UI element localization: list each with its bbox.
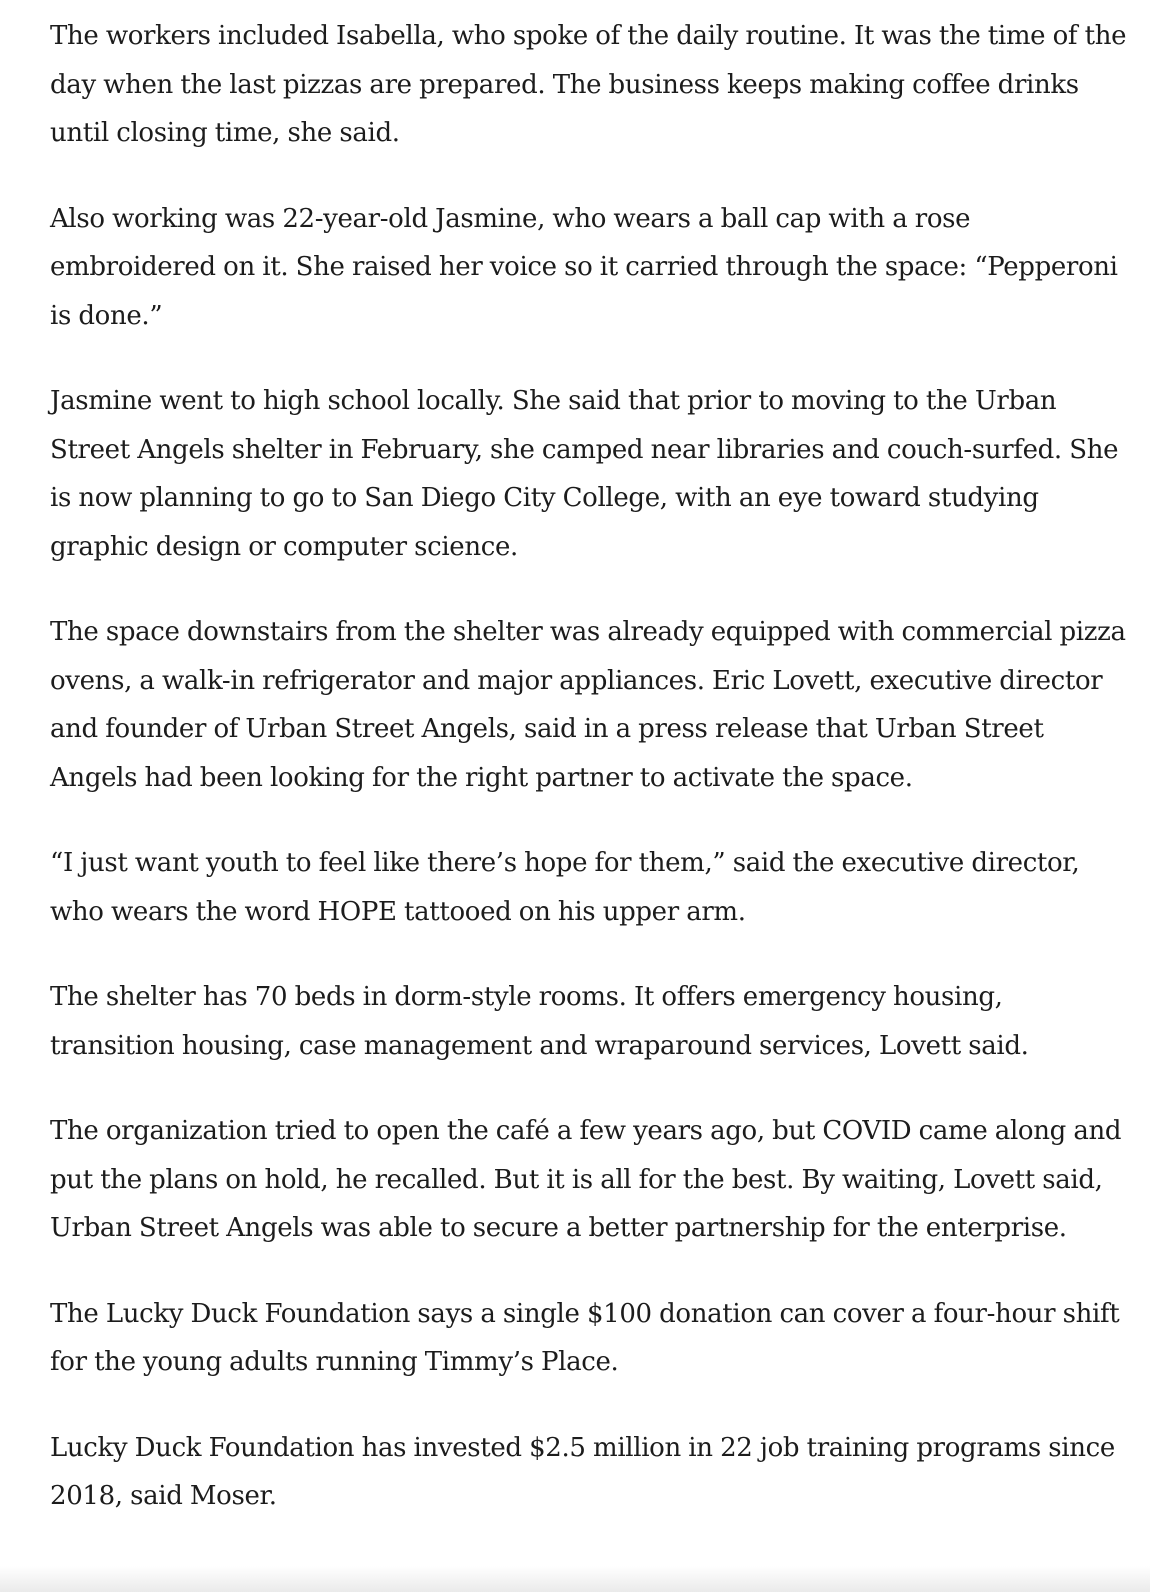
article-paragraph: “I just want youth to feel like there’s hope for them,” said the executive director, who wears the word HOPE tattooed on his upper arm. — [50, 848, 1080, 927]
bottom-scroll-shadow — [0, 1566, 1150, 1592]
article-paragraph: Also working was 22-year-old Jasmine, who wears a ball cap with a rose embroidered on it. She raised her voice so it carried through the space: “Pepperoni is done.” — [50, 203, 1118, 331]
article-paragraph: The workers included Isabella, who spoke of the daily routine. It was the time of the day when the last pizzas are prepared. The business keeps making coffee drinks until closing time, she said. — [50, 21, 1127, 148]
article-paragraph: The organization tried to open the café a few years ago, but COVID came along and put the plans on hold, he recalled. But it is all for the best. By waiting, Lovett said, Urban Street Angels was able to secure a better partnership for the enterprise. — [50, 1116, 1122, 1243]
article-paragraph: Lucky Duck Foundation has invested $2.5 million in 22 job training programs since 2018, said Moser. — [50, 1432, 1115, 1511]
article-paragraph: The space downstairs from the shelter was already equipped with commercial pizza ovens, a walk-in refrigerator and major appliances. Eric Lovett, executive director and founder of Urban Street Angels, said in a press release that Urban Street Angels had been looking for the right partner to activate the space. — [50, 617, 1126, 793]
article-paragraph: The shelter has 70 beds in dorm-style rooms. It offers emergency housing, transition housing, case management and wraparound services, Lovett said. — [50, 982, 1029, 1061]
article-paragraph: The Lucky Duck Foundation says a single $100 donation can cover a four-hour shift for the young adults running Timmy’s Place. — [50, 1298, 1120, 1377]
article-body — [50, 12, 1130, 1558]
article-paragraph: Jasmine went to high school locally. She said that prior to moving to the Urban Street Angels shelter in February, she camped near libraries and couch-surfed. She is now planning to go to San Diego City College, with an eye toward studying graphic design or computer science. — [50, 386, 1119, 562]
